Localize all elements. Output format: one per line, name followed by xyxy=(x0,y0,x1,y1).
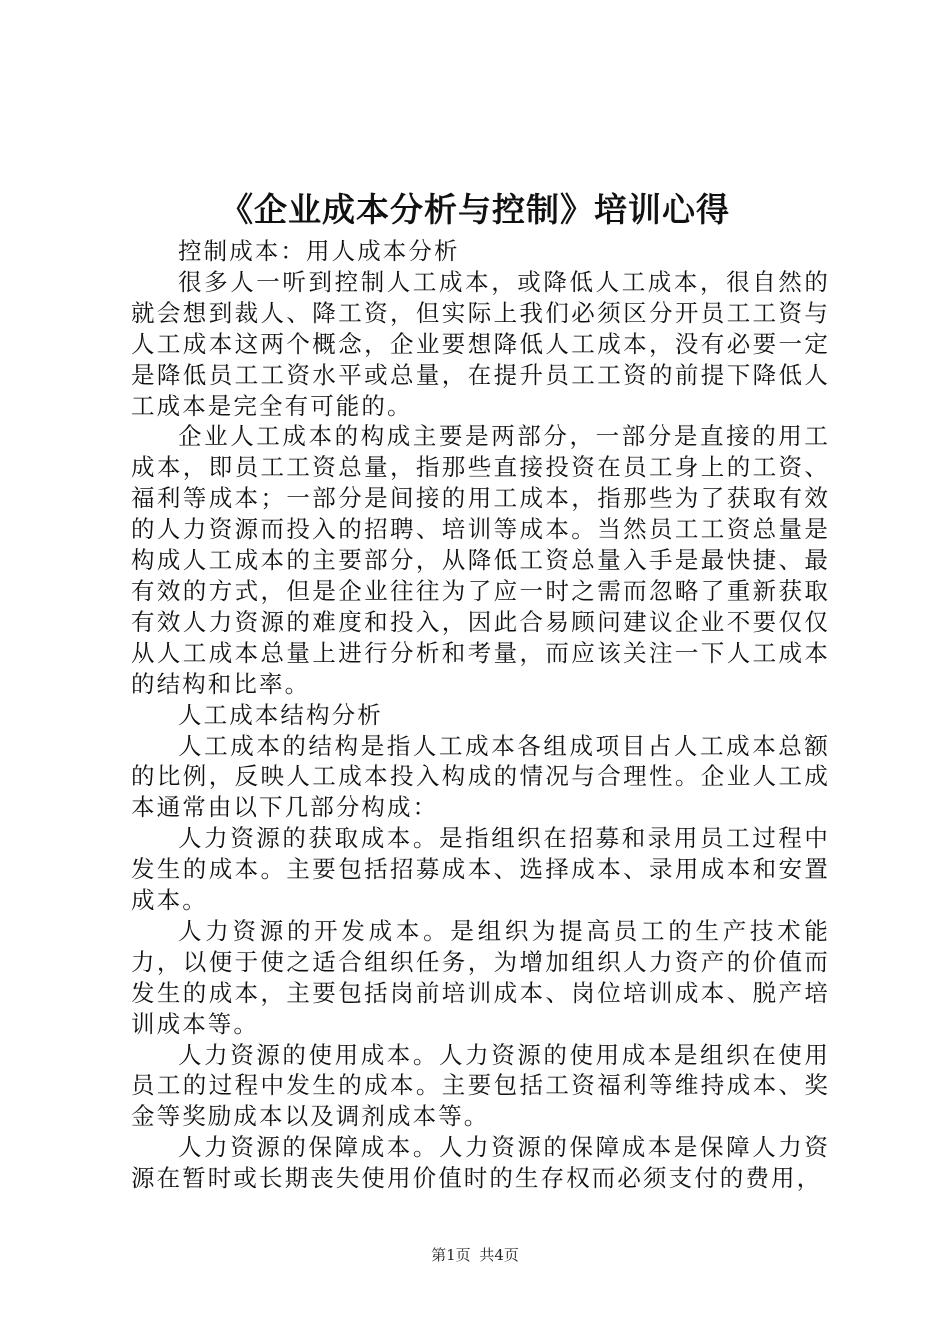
total-pages: 共4页 xyxy=(479,1246,519,1264)
paragraph: 人力资源的保障成本。人力资源的保障成本是保障人力资源在暂时或长期丧失使用价值时的生存权而必须支付的费用， xyxy=(131,1133,830,1193)
document-body xyxy=(131,236,830,1194)
paragraph-subheading-1: 控制成本：用人成本分析 xyxy=(178,237,460,265)
paragraph: 很多人一听到控制人工成本，或降低人工成本，很自然的就会想到裁人、降工资，但实际上我们必须区分开员工工资与人工成本这两个概念，企业要想降低人工成本，没有必要一定是降低员工工资水平或总量，在提升员工工资的前提下降低人工成本是完全有可能的。 xyxy=(131,267,830,420)
paragraph: 人力资源的使用成本。人力资源的使用成本是组织在使用员工的过程中发生的成本。主要包括工资福利等维持成本、奖金等奖励成本以及调剂成本等。 xyxy=(131,1040,830,1131)
page-footer xyxy=(0,1245,950,1265)
paragraph: 人力资源的获取成本。是指组织在招募和录用员工过程中发生的成本。主要包括招募成本、选择成本、录用成本和安置成本。 xyxy=(131,824,830,915)
page-number: 第1页 xyxy=(431,1246,471,1264)
paragraph-subheading-2: 人工成本结构分析 xyxy=(178,700,383,729)
paragraph: 企业人工成本的构成主要是两部分，一部分是直接的用工成本，即员工工资总量，指那些直接投资在员工身上的工资、福利等成本；一部分是间接的用工成本，指那些为了获取有效的人力资源而投入的招聘、培训等成本。当然员工工资总量是构成人工成本的主要部分，从降低工资总量入手是最快捷、最有效的方式，但是企业往往为了应一时之需而忽略了重新获取有效人力资源的难度和投入，因此合易顾问建议企业不要仅仅从人工成本总量上进行分析和考量，而应该关注一下人工成本的结构和比率。 xyxy=(131,422,830,698)
document-title: 《企业成本分析与控制》培训心得 xyxy=(220,190,730,229)
paragraph: 人工成本的结构是指人工成本各组成项目占人工成本总额的比例，反映人工成本投入构成的情况与合理性。企业人工成本通常由以下几部分构成： xyxy=(131,731,830,822)
paragraph: 人力资源的开发成本。是组织为提高员工的生产技术能力，以便于使之适合组织任务，为增加组织人力资产的价值而发生的成本，主要包括岗前培训成本、岗位培训成本、脱产培训成本等。 xyxy=(131,916,830,1038)
